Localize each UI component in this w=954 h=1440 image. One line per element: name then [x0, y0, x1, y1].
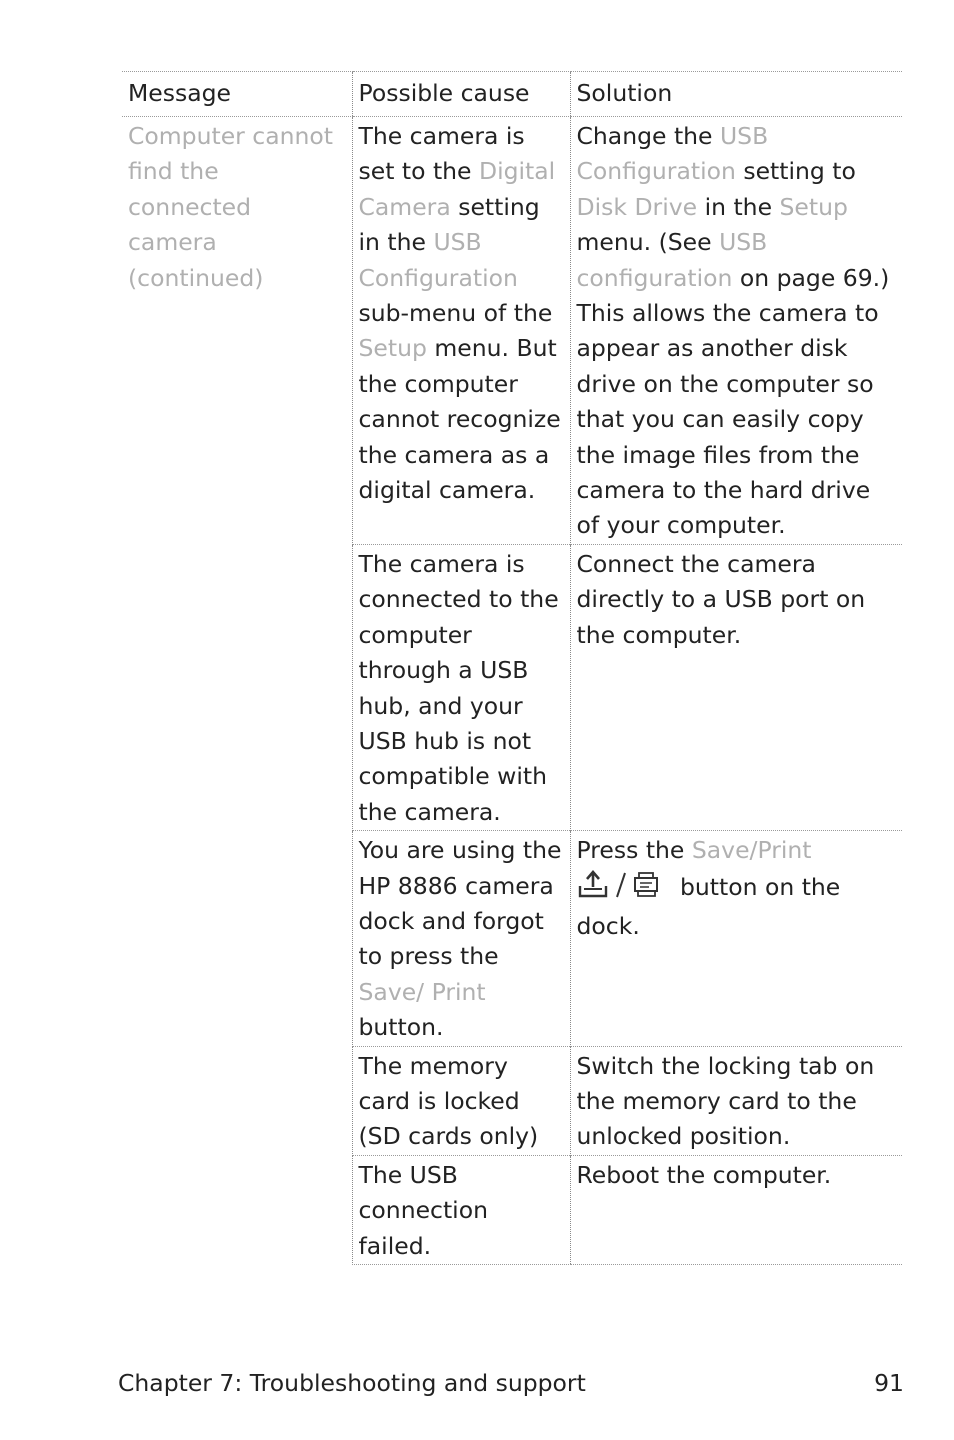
table-row	[122, 117, 902, 545]
cross-reference: USB configuration	[576, 228, 768, 292]
save-upload-icon	[577, 869, 663, 899]
message-cell	[122, 117, 352, 1265]
ui-term: Save/ Print	[358, 977, 486, 1006]
page-number: 91	[874, 1369, 904, 1397]
header-possible-cause: Possible cause	[352, 72, 570, 117]
cause-cell: The camera is set to the Digital Camera setting in the USB Configuration sub-menu of the Setup menu. But the computer cannot recognize the camera as a digital camera.	[352, 117, 570, 545]
cause-cell: You are using the HP 8886 camera dock and forgot to press the Save/ Print button.	[352, 831, 570, 1046]
solution-cell: Change the USB Configuration setting to Disk Drive in the Setup menu. (See USB configuration on page 69.) This allows the camera to appear as another disk drive on the computer so that you can easily copy the image files from the camera to the hard drive of your computer.	[570, 117, 902, 545]
ui-term: USB Configuration	[576, 122, 769, 186]
save-print-button-icons	[577, 869, 663, 909]
ui-term: Setup	[358, 334, 427, 363]
cause-cell: The memory card is locked (SD cards only)	[352, 1046, 570, 1155]
header-solution: Solution	[570, 72, 902, 117]
ui-term: Setup	[779, 192, 848, 221]
solution-cell: Connect the camera directly to a USB port on the computer.	[570, 544, 902, 830]
table-header-row	[122, 72, 902, 117]
cause-cell: The camera is connected to the computer through a USB hub, and your USB hub is not compatible with the camera.	[352, 544, 570, 830]
troubleshooting-table	[122, 71, 902, 1265]
ui-term: Disk Drive	[576, 192, 698, 221]
ui-term: Save/Print	[691, 836, 812, 865]
solution-cell: Switch the locking tab on the memory card to the unlocked position.	[570, 1046, 902, 1155]
cause-cell: The USB connection failed.	[352, 1155, 570, 1264]
solution-cell: Press the Save/Print button on the dock.	[570, 831, 902, 1046]
ui-term: Digital Camera	[358, 157, 556, 221]
message-text: Computer cannot find the connected camera (continued)	[128, 122, 333, 292]
header-message: Message	[122, 72, 352, 117]
solution-cell: Reboot the computer.	[570, 1155, 902, 1264]
ui-term: USB Configuration	[358, 228, 518, 292]
chapter-footer: Chapter 7: Troubleshooting and support	[118, 1369, 586, 1397]
